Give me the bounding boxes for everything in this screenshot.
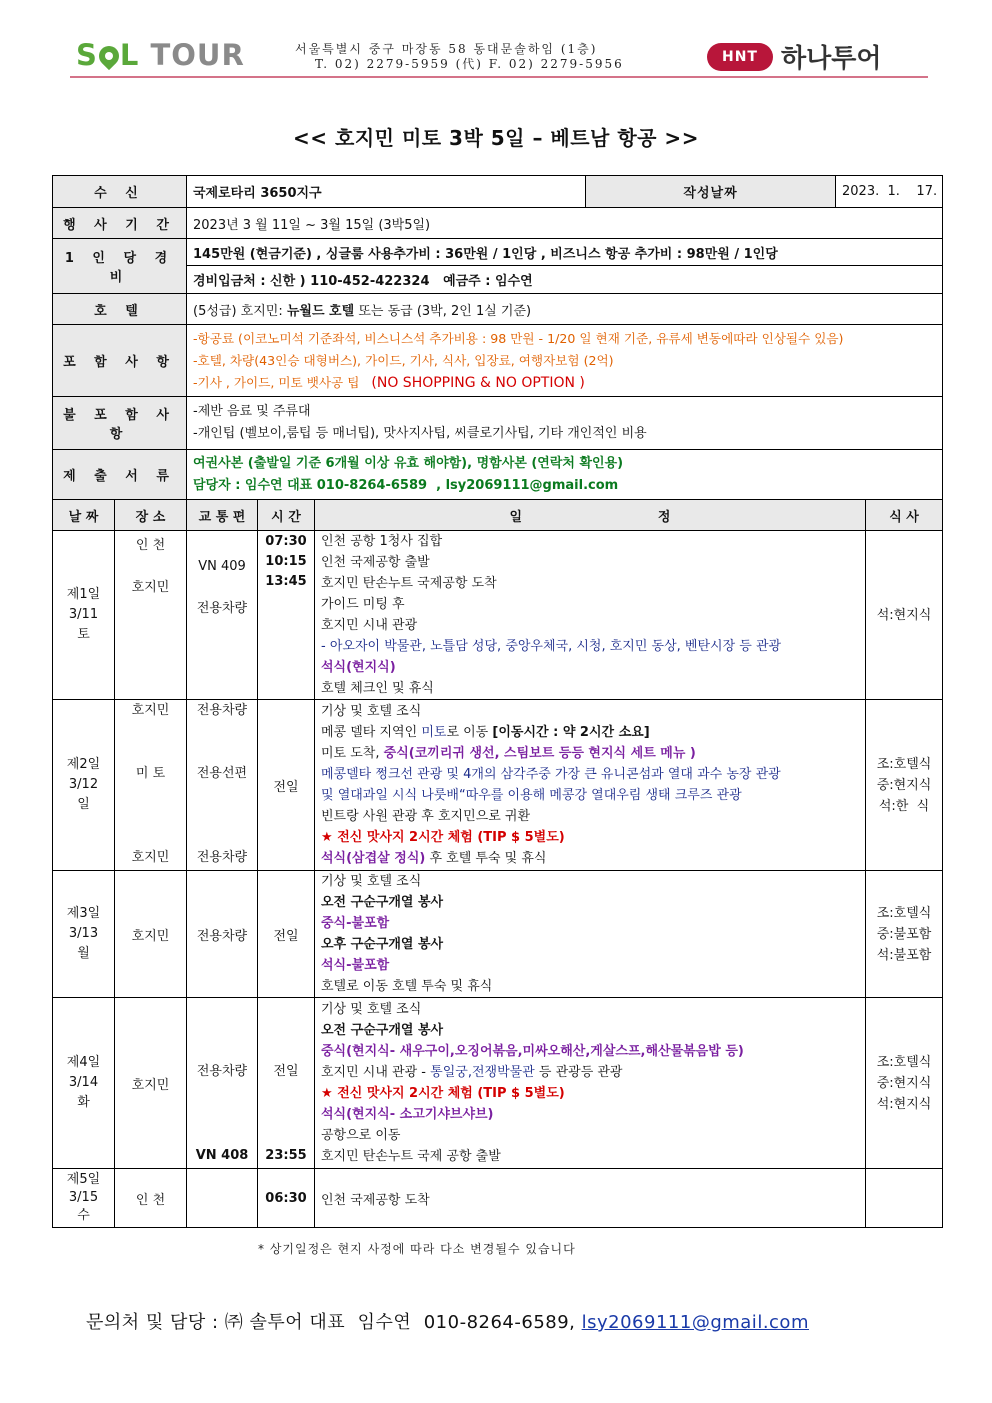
travel-time: [이동시간 : 약 2시간 소요]	[492, 725, 650, 740]
spacer	[193, 1103, 251, 1124]
day2-date	[53, 700, 115, 871]
text: 호지민 시내 관광 -	[321, 1065, 431, 1080]
spacer	[193, 742, 251, 763]
itinerary-line: 공항으로 이동	[321, 1128, 401, 1143]
include-value	[187, 325, 943, 397]
day5-itinerary: 인천 국제공항 도착	[315, 1169, 866, 1228]
include-item: -호텔, 차량(43인승 대형버스), 가이드, 기사, 식사, 입장료, 여행자보험 (2억)	[193, 352, 614, 368]
docs-item: 여권사본 (출발일 기준 6개월 이상 유효 해야함), 명함사본 (연락처 확인용)	[193, 455, 624, 471]
include-row	[53, 325, 943, 397]
col-itinerary: 일 정	[315, 500, 866, 531]
itinerary-line: 메콩델타 쩡크선 관광 및 4개의 삼각주중 가장 큰 유니콘섬과 열대 과수 농장 관광	[321, 767, 781, 782]
day4-time	[258, 998, 315, 1169]
spacer	[264, 1124, 308, 1145]
place-item: 미 토	[135, 766, 166, 781]
day5-place: 인 천	[115, 1169, 187, 1228]
day4-transport	[187, 998, 258, 1169]
text: 메콩 델타 지역인	[321, 725, 422, 740]
day5-transport	[187, 1169, 258, 1228]
logo-letter: S	[76, 38, 98, 72]
text: 후 호텔 투숙 및 휴식	[425, 851, 547, 866]
day-number: 제1일	[66, 587, 101, 602]
spacer	[264, 1082, 308, 1103]
itinerary-line	[321, 1083, 859, 1104]
itinerary-line	[321, 1062, 859, 1083]
day-date: 3/14	[68, 1075, 99, 1090]
cost-row	[53, 239, 943, 266]
hotel-row	[53, 294, 943, 325]
itinerary-line: 중식(현지식- 새우구이,오징어볶음,미싸오해산,게살스프,해산물볶음밥 등)	[321, 1044, 744, 1059]
day-number: 제3일	[66, 906, 101, 921]
logo-letter: L	[119, 38, 140, 72]
place-item: 인 천	[135, 538, 166, 553]
text: 미토 도착,	[321, 746, 384, 761]
dinner: 석식(삼겹살 정식)	[321, 851, 426, 866]
hanatour-name: 하나투어	[781, 44, 882, 74]
itinerary-line	[321, 722, 859, 743]
col-transport: 교 통 편	[187, 500, 258, 531]
spacer	[193, 784, 251, 805]
itinerary-line: 오후 구순구개열 봉사	[321, 937, 444, 952]
itinerary-line: 오전 구순구개열 봉사	[321, 895, 444, 910]
hotel-value	[187, 294, 943, 325]
day2-place	[115, 700, 187, 871]
itinerary-line: 석식(현지식)	[321, 660, 396, 675]
itinerary-line: 석식(현지식- 소고기샤브샤브)	[321, 1107, 494, 1122]
itinerary-line: 및 열대과일 시식 나룻배“따우를 이용해 메콩강 열대우림 생태 크루즈 관광	[321, 788, 742, 803]
day4-meals	[866, 998, 943, 1169]
day2-itinerary	[315, 700, 866, 871]
day-weekday: 월	[77, 946, 90, 961]
spacer	[193, 826, 251, 847]
day-date: 3/12	[68, 777, 99, 792]
contact-text: 문의처 및 담당 : ㈜ 솔투어 대표 임수연 010-8264-6589,	[86, 1312, 582, 1333]
address-line: 서울특별시 중구 마장동 58 동대문솔하임 (1층)	[295, 42, 598, 56]
spacer	[121, 826, 180, 847]
star-icon: ★	[321, 830, 333, 845]
transport-item: 전용차량	[196, 1064, 248, 1079]
day3-place: 호지민	[115, 871, 187, 998]
day5-time: 06:30	[258, 1169, 315, 1228]
page-title: << 호지민 미토 3박 5일 – 베트남 항공 >>	[293, 126, 699, 150]
meal-item: 석:한 식	[878, 798, 930, 814]
star-icon: ★	[321, 1086, 333, 1101]
itinerary-line: 석식-불포함	[321, 958, 390, 973]
exclude-label: 불 포 함 사 항	[53, 397, 187, 450]
spacer	[264, 1040, 308, 1061]
hotel-grade: (5성급) 호지민:	[193, 303, 287, 319]
hotel-label: 호 텔	[53, 294, 187, 325]
meal-item: 중:불포함	[876, 926, 932, 942]
map-pin-icon	[95, 42, 123, 70]
day2-time: 전일	[258, 700, 315, 871]
date-value: 2023. 1. 17.	[836, 176, 943, 208]
transport-item: 전용선편	[196, 766, 248, 781]
day-weekday: 일	[77, 797, 90, 812]
exclude-row	[53, 397, 943, 450]
spacer	[193, 1124, 251, 1145]
exclude-value	[187, 397, 943, 450]
itinerary-line: 가이드 미팅 후	[321, 597, 405, 612]
time-item: 23:55	[265, 1148, 307, 1163]
day3-itinerary	[315, 871, 866, 998]
day4-itinerary	[315, 998, 866, 1169]
spacer	[193, 535, 251, 556]
itinerary-line: 인천 국제공항 출발	[321, 555, 430, 570]
spacer	[193, 1082, 251, 1103]
day-number: 제5일	[66, 1172, 101, 1187]
day4-date	[53, 998, 115, 1169]
day-date: 3/13	[68, 926, 99, 941]
itinerary-line: 호텔로 이동 호텔 투숙 및 휴식	[321, 979, 493, 994]
period-value: 2023년 3 월 11일 ~ 3월 15일 (3박5일)	[187, 208, 943, 239]
cost-label: 1 인 당 경 비	[53, 239, 187, 294]
spacer	[121, 721, 180, 742]
day-number: 제4일	[66, 1055, 101, 1070]
period-row	[53, 208, 943, 239]
day5-meals	[866, 1169, 943, 1228]
docs-row	[53, 450, 943, 500]
recipient-value: 국제로타리 3650지구	[187, 176, 586, 208]
account-row	[53, 266, 943, 294]
include-item: -항공료 (이코노미석 기준좌석, 비스니스석 추가비용 : 98 만원 - 1/20 일 현재 기준, 유류세 변동에따라 인상될수 있음)	[193, 330, 844, 346]
hanatour-logo	[707, 38, 881, 75]
itinerary-line: 기상 및 호텔 조식	[321, 1002, 422, 1017]
docs-label: 제 출 서 류	[53, 450, 187, 500]
itinerary-line: 호지민 탄손누트 국제공항 도착	[321, 576, 497, 591]
day1-row	[53, 531, 943, 700]
day2-meals	[866, 700, 943, 871]
day3-transport: 전용차량	[187, 871, 258, 998]
day2-row	[53, 700, 943, 871]
meal-item: 중:현지식	[876, 1075, 932, 1091]
itinerary-line	[321, 827, 859, 848]
docs-value	[187, 450, 943, 500]
phone-fax-line: T. 02) 2279-5959 (代) F. 02) 2279-5956	[315, 57, 624, 71]
meal-item: 석:현지식	[876, 607, 932, 623]
include-label: 포 함 사 항	[53, 325, 187, 397]
time-item: 10:15	[265, 554, 307, 569]
itinerary-table	[52, 175, 943, 1228]
itinerary-line: 인천 공항 1청사 집합	[321, 534, 443, 549]
flight-number: VN 409	[198, 559, 246, 574]
spacer	[264, 1103, 308, 1124]
day1-date	[53, 531, 115, 700]
day1-place	[115, 531, 187, 700]
transport-item: 전용차량	[196, 703, 248, 718]
day3-date	[53, 871, 115, 998]
transport-item: 전용차량	[196, 850, 248, 865]
letterhead	[70, 36, 930, 78]
include-item: -기사 , 가이드, 미토 뱃사공 팁	[193, 374, 372, 390]
day3-row	[53, 871, 943, 998]
itinerary-line: 빈트랑 사원 관광 후 호지민으로 귀환	[321, 809, 531, 824]
col-place: 장 소	[115, 500, 187, 531]
itinerary-line: 중식-불포함	[321, 916, 390, 931]
spacer	[121, 784, 180, 805]
cost-value: 145만원 (현금기준) , 싱글룸 사용추가비 : 36만원 / 1인당 , 비즈니스 항공 추가비 : 98만원 / 1인당	[187, 239, 943, 266]
company-address	[295, 42, 624, 72]
hotel-name: 뉴월드 호텔	[286, 303, 355, 319]
spacer	[193, 998, 251, 1019]
contact-footer	[86, 1308, 809, 1334]
logo-word: TOUR	[150, 38, 245, 72]
spacer	[193, 721, 251, 742]
place-item: 호지민	[131, 580, 170, 595]
day3-time: 전일	[258, 871, 315, 998]
recipient-label: 수 신	[53, 176, 187, 208]
day-weekday: 화	[77, 1095, 90, 1110]
soltour-logo	[76, 38, 245, 72]
text: 미토	[421, 725, 447, 740]
col-date: 날 짜	[53, 500, 115, 531]
itinerary-line: 기상 및 호텔 조식	[321, 704, 422, 719]
itinerary-line: 호텔 체크인 및 휴식	[321, 681, 434, 696]
spacer	[193, 1040, 251, 1061]
day1-transport	[187, 531, 258, 700]
meal-item: 석:현지식	[876, 1096, 932, 1112]
day2-transport	[187, 700, 258, 871]
email-link[interactable]: lsy2069111@gmail.com	[581, 1312, 809, 1333]
day1-meals	[866, 531, 943, 700]
spacer	[193, 805, 251, 826]
day4-row	[53, 998, 943, 1169]
spacer	[121, 742, 180, 763]
place-item: 호지민	[131, 850, 170, 865]
lunch: 중식(코끼리귀 생선, 스팀보트 등등 현지식 세트 메뉴 )	[383, 746, 696, 761]
schedule-header	[53, 500, 943, 531]
meal-item: 조:호텔식	[876, 905, 932, 921]
itinerary-line: - 아오자이 박물관, 노틀담 성당, 중앙우체국, 시청, 호지민 동상, 벤탄시장 등 관광	[321, 639, 782, 654]
time-item: 07:30	[265, 534, 307, 549]
spacer	[264, 998, 308, 1019]
spacer	[121, 556, 180, 577]
day1-time	[258, 531, 315, 700]
day5-date	[53, 1169, 115, 1228]
spacer	[264, 1019, 308, 1040]
day4-place: 호지민	[115, 998, 187, 1169]
flight-number: VN 408	[195, 1148, 249, 1163]
meal-item: 조:호텔식	[876, 1054, 932, 1070]
meal-item: 조:호텔식	[876, 756, 932, 772]
day-number: 제2일	[66, 757, 101, 772]
day-weekday: 수	[77, 1208, 90, 1223]
itinerary-line: 호지민 시내 관광	[321, 618, 418, 633]
recipient-row	[53, 176, 943, 208]
text: 통일궁,전쟁박물관	[430, 1065, 535, 1080]
itinerary-line	[321, 848, 859, 869]
itinerary-line: 오전 구순구개열 봉사	[321, 1023, 444, 1038]
itinerary-line: 기상 및 호텔 조식	[321, 874, 422, 889]
spacer	[193, 1019, 251, 1040]
hnt-badge: HNT	[707, 43, 773, 71]
itinerary-line: 호지민 탄손누트 국제 공항 출발	[321, 1149, 501, 1164]
date-label: 작성날짜	[586, 176, 836, 208]
day-date: 3/15	[68, 1190, 99, 1205]
hotel-condition: 또는 동급 (3박, 2인 1실 기준)	[354, 303, 532, 319]
day1-itinerary	[315, 531, 866, 700]
day-date: 3/11	[68, 607, 99, 622]
account-value: 경비입금처 : 신한 ) 110-452-422324 예금주 : 임수연	[187, 266, 943, 294]
spacer	[193, 577, 251, 598]
text: 로 이동	[446, 725, 493, 740]
itinerary-line	[321, 743, 859, 764]
col-time: 시 간	[258, 500, 315, 531]
text: 전신 맛사지 2시간 체험 (TIP $ 5별도)	[337, 1086, 565, 1101]
contact-item: 담당자 : 임수연 대표 010-8264-6589 , lsy2069111@gmail.com	[193, 477, 619, 493]
text: 전신 맛사지 2시간 체험 (TIP $ 5별도)	[337, 830, 565, 845]
meal-item: 중:현지식	[876, 777, 932, 793]
meal-item: 석:불포함	[876, 947, 932, 963]
spacer	[121, 805, 180, 826]
time-item: 13:45	[265, 574, 307, 589]
col-meals: 식 사	[866, 500, 943, 531]
time-item: 전일	[273, 1064, 299, 1079]
schedule-note: * 상기일정은 현지 사정에 따라 다소 변경될수 있습니다	[258, 1242, 576, 1256]
no-shopping-note: (NO SHOPPING & NO OPTION )	[371, 374, 585, 391]
exclude-item: -개인팁 (벨보이,룸팁 등 매너팁), 맛사지사팁, 씨클로기사팁, 기타 개인적인 비용	[193, 426, 647, 441]
transport-item: 전용차량	[196, 601, 248, 616]
place-item: 호지민	[131, 703, 170, 718]
text: 등 관광등 관광	[534, 1065, 623, 1080]
header-divider	[70, 76, 928, 78]
period-label: 행 사 기 간	[53, 208, 187, 239]
day3-meals	[866, 871, 943, 998]
day5-row	[53, 1169, 943, 1228]
exclude-item: -제반 음료 및 주류대	[193, 404, 311, 419]
day-weekday: 토	[77, 627, 90, 642]
